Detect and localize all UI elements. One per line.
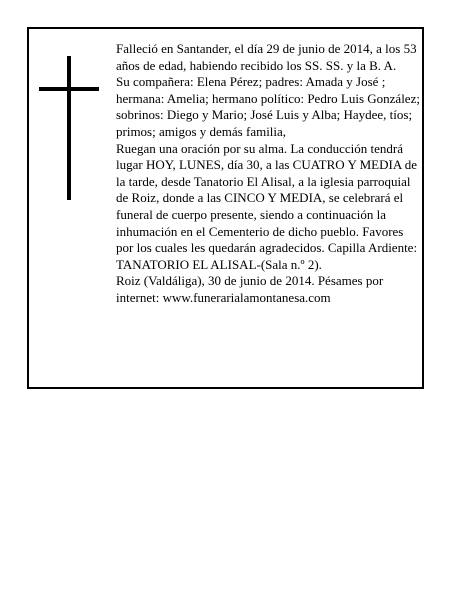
cross-horizontal-bar	[39, 87, 99, 91]
obituary-notice	[27, 27, 424, 389]
notice-text	[116, 41, 422, 307]
family-list: Su compañera: Elena Pérez; padres: Amada y José ; hermana: Amelia; hermano político: Pedro Luis González; sobrinos: Diego y Mario; José Luis y Alba; Haydee, tíos; primos; amigos y demás familia,	[116, 74, 420, 139]
place-date-contact: Roiz (Valdáliga), 30 de junio de 2014. Pésames por internet: www.funerarialamontanesa.com	[116, 273, 384, 305]
funeral-details: Ruegan una oración por su alma. La conducción tendrá lugar HOY, LUNES, día 30, a las CUATRO Y MEDIA de la tarde, desde Tanatorio El Alisal, a la iglesia parroquial de Roiz, donde a las CINCO Y MEDIA, se celebrará el funeral de cuerpo presente, siendo a continuación la inhumación en el Cementerio de dicho pueblo. Favores por los cuales les quedarán agradecidos. Capilla Ardiente: TANATORIO EL ALISAL-(Sala n.º 2).	[116, 140, 418, 272]
death-announcement: Falleció en Santander, el día 29 de junio de 2014, a los 53 años de edad, habiendo recibido los SS. SS. y la B. A.	[116, 41, 417, 73]
cross-icon	[39, 56, 99, 200]
cross-vertical-bar	[67, 56, 71, 200]
